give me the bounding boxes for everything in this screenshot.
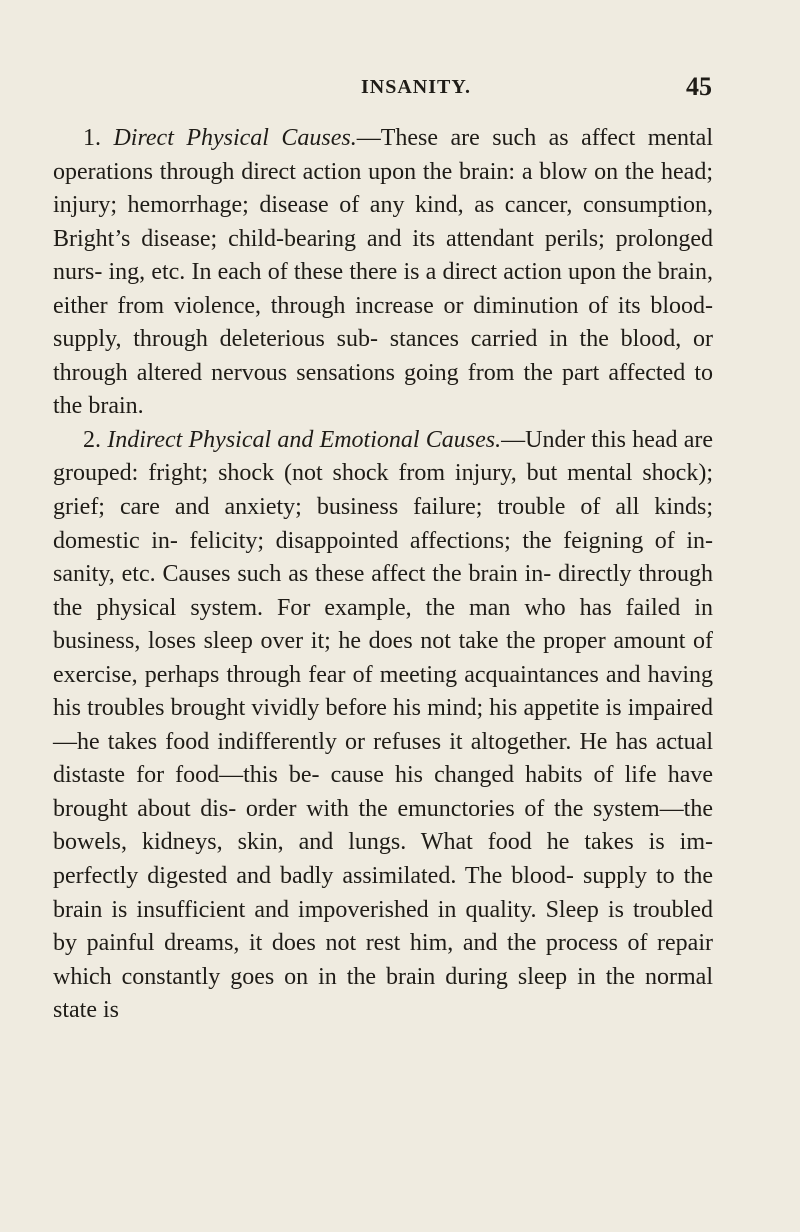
body-text xyxy=(53,122,713,1028)
paragraph-text: —These are such as affect mental operations through direct action upon the brain: a blow on the head; injury; hemorrhage; disease of any kind, as cancer, consumption, Bright’s disease; child-bearing and its attendant perils; prolonged nurs- ing, etc. In each of these there is a direct action upon the brain, either from violence, through increase or diminution of its blood-supply, through deleterious sub- stances carried in the blood, or through altered nervous sensations going from the part affected to the brain. xyxy=(53,125,714,420)
paragraph-number: 2. xyxy=(83,426,101,453)
page-number: 45 xyxy=(686,72,712,101)
paragraph-text: —Under this head are grouped: fright; shock (not shock from injury, but mental shock); grief; care and anxiety; business failure; trouble of all kinds; domestic in- felicity; disappointed affections; the feigning of in- sanity, etc. Causes such as these affect the brain in- directly through the physical system. For example, the man who has failed in business, loses sleep over it; he does not take the proper amount of exercise, perhaps through fear of meeting acquaintances and having his troubles brought vividly before his mind; his appetite is impaired—he takes food indifferently or refuses it altogether. He has actual distaste for food—this be- cause his changed habits of life have brought about dis- order with the emunctories of the system—the bowels, kidneys, skin, and lungs. What food he takes is im- perfectly digested and badly assimilated. The blood- supply to the brain is insufficient and impoverished in quality. Sleep is troubled by painful dreams, it does not rest him, and the process of repair which constantly goes on in the brain during sleep in the normal state is xyxy=(53,426,714,1024)
paragraph-number: 1. xyxy=(83,125,101,151)
paragraph-heading: Indirect Physical and Emotional Causes. xyxy=(107,426,502,453)
paragraph-direct-physical-causes xyxy=(53,122,713,424)
running-head xyxy=(100,72,712,106)
running-title: INSANITY. xyxy=(361,76,471,98)
paragraph-indirect-causes xyxy=(53,424,713,1028)
paragraph-heading: Direct Physical Causes. xyxy=(113,125,357,151)
